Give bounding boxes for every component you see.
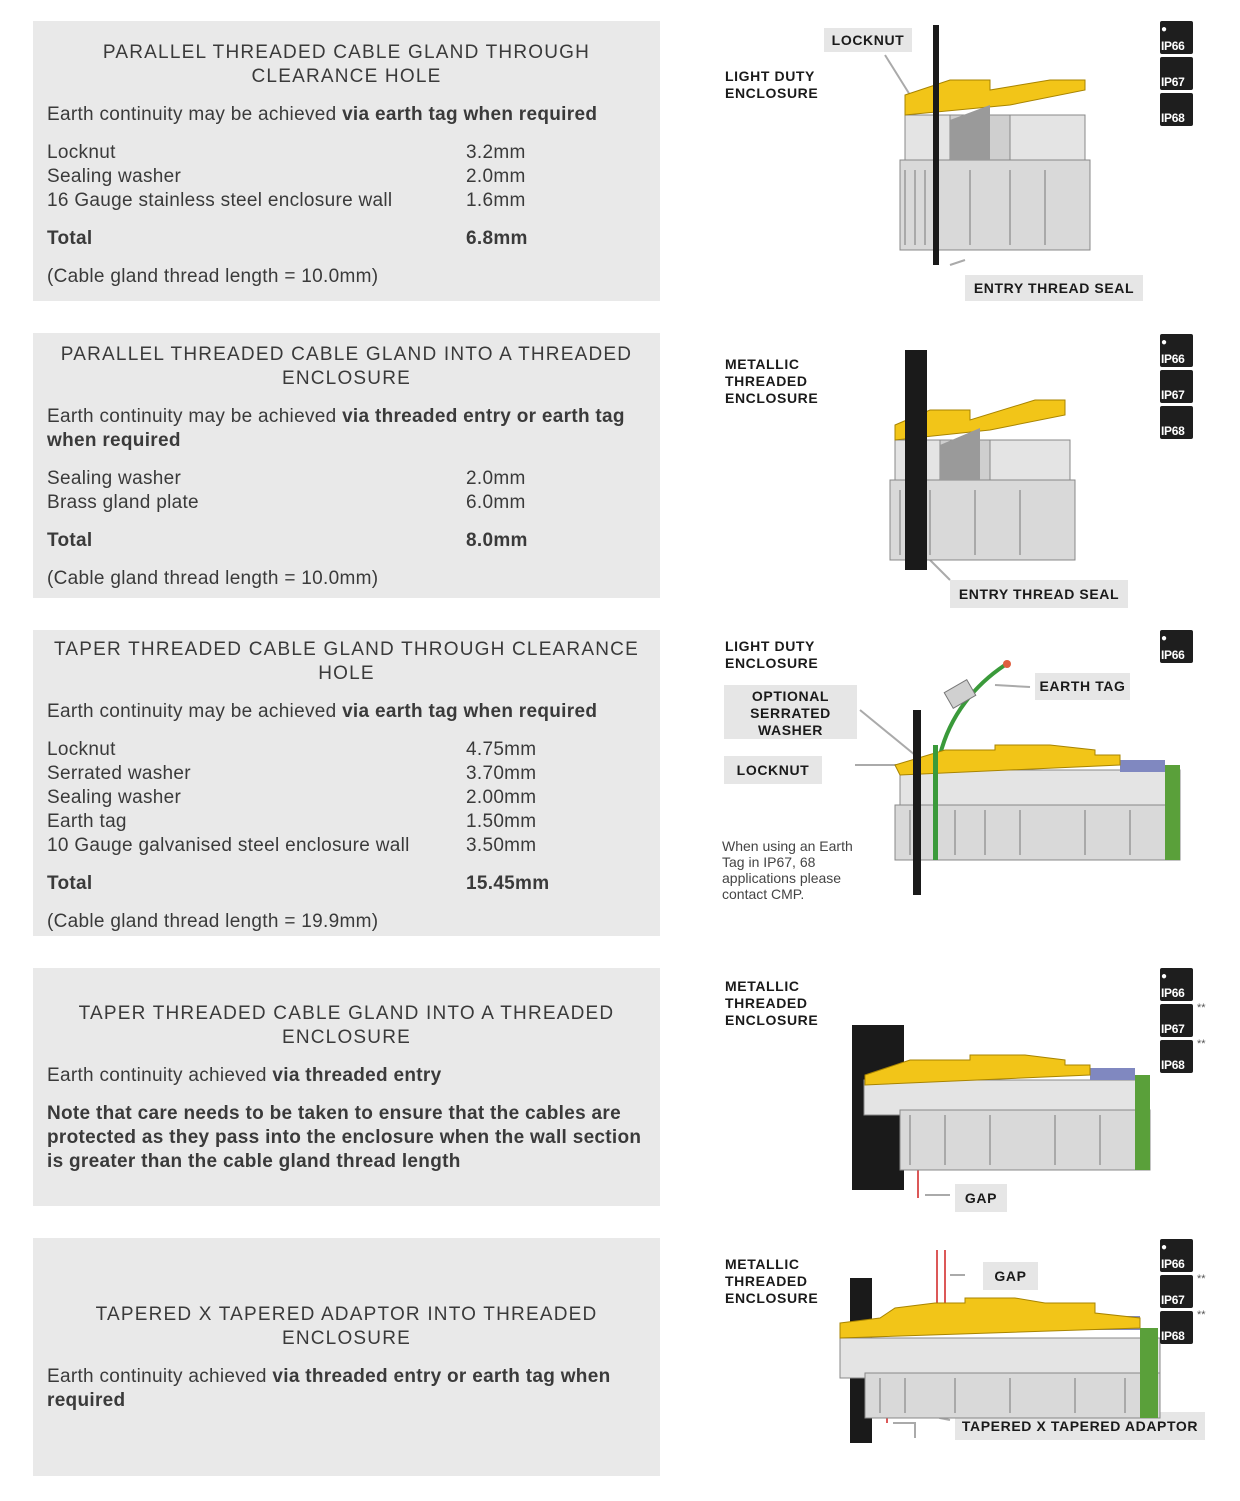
ip68-badge: IP68 (1160, 93, 1193, 126)
total-row: Total 6.8mm (47, 228, 528, 249)
earth-bold: via earth tag when required (342, 701, 598, 722)
table-row: Sealing washer 2.00mm (47, 787, 537, 808)
entry-thread-seal-callout: ENTRY THREAD SEAL (965, 275, 1143, 301)
earth-continuity-text (47, 1365, 646, 1413)
entry-thread-seal-callout: ENTRY THREAD SEAL (950, 580, 1128, 608)
table-row: Brass gland plate 6.0mm (47, 492, 526, 513)
enclosure-label: LIGHT DUTY ENCLOSURE (725, 68, 819, 101)
locknut-callout: LOCKNUT (824, 28, 912, 52)
earth-prefix: Earth continuity may be achieved (47, 104, 343, 125)
thread-length-note: (Cable gland thread length = 19.9mm) (47, 911, 379, 932)
enclosure-label: LIGHT DUTY ENCLOSURE (725, 638, 819, 671)
earth-prefix: Earth continuity achieved (47, 1065, 273, 1086)
thickness-table (47, 467, 646, 553)
enclosure-label: METALLIC THREADED ENCLOSURE (725, 1256, 819, 1306)
ip68-badge: IP68 (1160, 1311, 1193, 1344)
table-row: Serrated washer 3.70mm (47, 763, 537, 784)
earth-bold: via threaded entry (272, 1065, 442, 1086)
gland-diagram-parallel-clearance (860, 20, 1130, 280)
earth-tag-ip-note: When using an Earth Tag in IP67, 68 applications please contact CMP. (722, 838, 853, 902)
ip66-badge: ● IP66 (1160, 334, 1193, 367)
ip67-footnote-mark: ** (1197, 1002, 1206, 1014)
gland-diagram-adaptor (835, 1248, 1165, 1448)
earth-bold: via threaded entry or earth tag when required (47, 406, 625, 451)
ip68-badge: IP68 (1160, 406, 1193, 439)
earth-tag-callout: EARTH TAG (1035, 673, 1130, 700)
ip66-badge: ● IP66 (1160, 630, 1193, 663)
section-title: TAPERED X TAPERED ADAPTOR INTO THREADED ENCLOSURE (95, 1304, 598, 1349)
section-taper-threaded (33, 968, 660, 1206)
table-row: Locknut 3.2mm (47, 142, 526, 163)
ip67-footnote-mark: ** (1197, 1273, 1206, 1285)
thickness-table (47, 738, 646, 896)
section-title: TAPER THREADED CABLE GLAND INTO A THREADED ENCLOSURE (78, 1003, 615, 1048)
gland-diagram-parallel-threaded (860, 340, 1110, 590)
tapered-adaptor-callout: TAPERED X TAPERED ADAPTOR (955, 1412, 1205, 1440)
earth-continuity-text (47, 405, 646, 453)
earth-continuity-text (47, 1064, 646, 1088)
thread-length-note: (Cable gland thread length = 10.0mm) (47, 568, 379, 589)
gap-callout: GAP (983, 1262, 1038, 1290)
gap-callout: GAP (955, 1184, 1007, 1212)
section-parallel-clearance (33, 21, 660, 301)
section-parallel-threaded (33, 333, 660, 598)
serrated-washer-callout: OPTIONAL SERRATED WASHER (724, 685, 857, 739)
earth-prefix: Earth continuity may be achieved (47, 406, 343, 427)
ip67-badge: IP67 (1160, 370, 1193, 403)
earth-prefix: Earth continuity may be achieved (47, 701, 343, 722)
table-row: Earth tag 1.50mm (47, 811, 537, 832)
locknut-callout: LOCKNUT (724, 756, 822, 784)
ip66-badge: ● IP66 (1160, 968, 1193, 1001)
table-row: 16 Gauge stainless steel enclosure wall 1.6mm (47, 190, 526, 211)
section-title: PARALLEL THREADED CABLE GLAND INTO A THREADED ENCLOSURE (60, 344, 633, 389)
table-row: Locknut 4.75mm (47, 739, 537, 760)
earth-continuity-text (47, 700, 646, 724)
earth-bold: via earth tag when required (342, 104, 598, 125)
earth-continuity-text (47, 103, 646, 127)
ip67-badge: IP67 (1160, 57, 1193, 90)
thickness-table (47, 141, 646, 251)
table-row: Sealing washer 2.0mm (47, 468, 526, 489)
total-row: Total 15.45mm (47, 873, 550, 894)
cable-protection-warning: Note that care needs to be taken to ensure that the cables are protected as they pass into the enclosure when the wall section is greater than the cable gland thread length (47, 1103, 642, 1172)
enclosure-label: METALLIC THREADED ENCLOSURE (725, 978, 819, 1028)
earth-prefix: Earth continuity achieved (47, 1366, 273, 1387)
ip66-badge: ● IP66 (1160, 21, 1193, 54)
enclosure-label: METALLIC THREADED ENCLOSURE (725, 356, 819, 406)
gland-diagram-taper-clearance (855, 655, 1185, 905)
ip68-badge: IP68 (1160, 1040, 1193, 1073)
section-title: PARALLEL THREADED CABLE GLAND THROUGH CLEARANCE HOLE (102, 42, 591, 87)
section-adaptor-threaded (33, 1238, 660, 1476)
section-title: TAPER THREADED CABLE GLAND THROUGH CLEARANCE HOLE (54, 639, 639, 684)
section-taper-clearance (33, 630, 660, 936)
total-row: Total 8.0mm (47, 530, 528, 551)
ip66-badge: ● IP66 (1160, 1239, 1193, 1272)
ip67-badge: IP67 (1160, 1275, 1193, 1308)
gland-diagram-taper-threaded (850, 1020, 1160, 1210)
ip68-footnote-mark: ** (1197, 1038, 1206, 1050)
table-row: 10 Gauge galvanised steel enclosure wall 3.50mm (47, 835, 537, 856)
table-row: Sealing washer 2.0mm (47, 166, 526, 187)
ip68-footnote-mark: ** (1197, 1309, 1206, 1321)
ip67-badge: IP67 (1160, 1004, 1193, 1037)
earth-bold: via threaded entry or earth tag when required (47, 1366, 611, 1411)
thread-length-note: (Cable gland thread length = 10.0mm) (47, 266, 379, 287)
